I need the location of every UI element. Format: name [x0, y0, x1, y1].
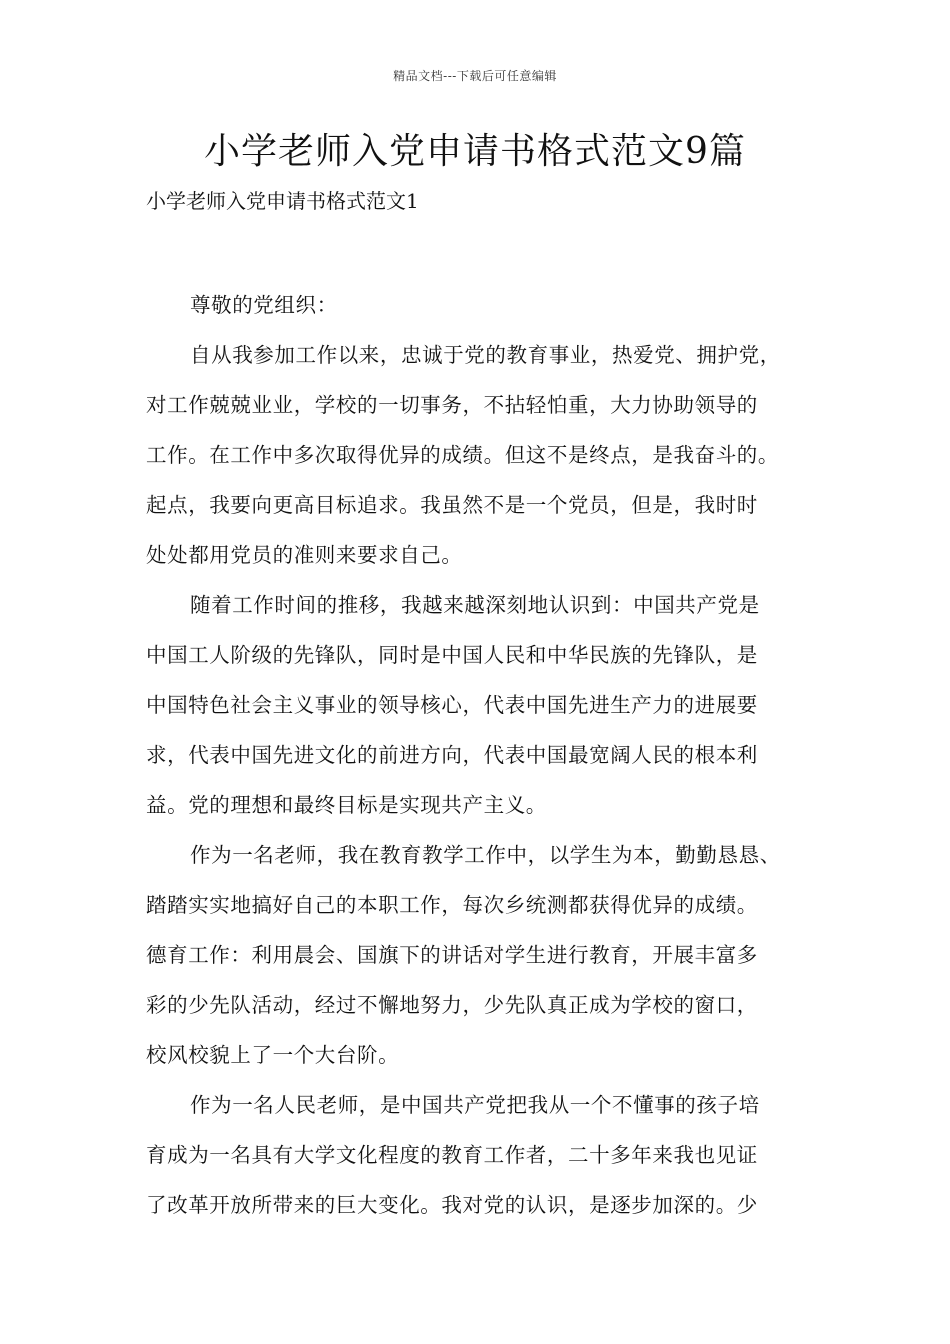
paragraph-line: 求，代表中国先进文化的前进方向，代表中国最宽阔人民的根本利 [146, 743, 758, 767]
paragraph-line: 益。党的理想和最终目标是实现共产主义。 [146, 793, 547, 817]
paragraph-line: 中国特色社会主义事业的领导核心，代表中国先进生产力的进展要 [146, 693, 758, 717]
paragraph-line: 随着工作时间的推移，我越来越深刻地认识到：中国共产党是 [190, 593, 760, 617]
paragraph-line: 中国工人阶级的先锋队，同时是中国人民和中华民族的先锋队，是 [146, 643, 758, 667]
paragraph-line: 对工作兢兢业业，学校的一切事务，不拈轻怕重，大力协助领导的 [146, 393, 758, 417]
paragraph-line: 工作。在工作中多次取得优异的成绩。但这不是终点，是我奋斗的。 [146, 443, 779, 467]
salutation: 尊敬的党组织： [190, 293, 338, 317]
document-title: 小学老师入党申请书格式范文9篇 [204, 131, 746, 172]
paragraph-line: 育成为一名具有大学文化程度的教育工作者，二十多年来我也见证 [146, 1143, 758, 1167]
paragraph-3 [146, 830, 816, 1080]
document-subtitle: 小学老师入党申请书格式范文1 [146, 189, 419, 213]
paragraph-line: 自从我参加工作以来，忠诚于党的教育事业，热爱党、拥护党， [190, 343, 781, 367]
paragraph-line: 德育工作：利用晨会、国旗下的讲话对学生进行教育，开展丰富多 [146, 943, 758, 967]
paragraph-line: 作为一名老师，我在教育教学工作中，以学生为本，勤勤恳恳、 [190, 843, 781, 867]
paragraph-line: 彩的少先队活动，经过不懈地努力，少先队真正成为学校的窗口， [146, 993, 758, 1017]
paragraph-line: 作为一名人民老师，是中国共产党把我从一个不懂事的孩子培 [190, 1093, 760, 1117]
paragraph-line: 校风校貌上了一个大台阶。 [146, 1043, 400, 1067]
paragraph-4 [146, 1080, 816, 1230]
paragraph-2 [146, 580, 816, 830]
paragraph-line: 了改革开放所带来的巨大变化。我对党的认识，是逐步加深的。少 [146, 1193, 758, 1217]
paragraph-line: 踏踏实实地搞好自己的本职工作，每次乡统测都获得优异的成绩。 [146, 893, 758, 917]
document-body [146, 280, 816, 1230]
paragraph-line: 处处都用党员的准则来要求自己。 [146, 543, 463, 567]
paragraph-line: 起点，我要向更高目标追求。我虽然不是一个党员，但是，我时时 [146, 493, 758, 517]
paragraph-1 [146, 330, 816, 580]
header-note: 精品文档---下载后可任意编辑 [393, 69, 557, 83]
